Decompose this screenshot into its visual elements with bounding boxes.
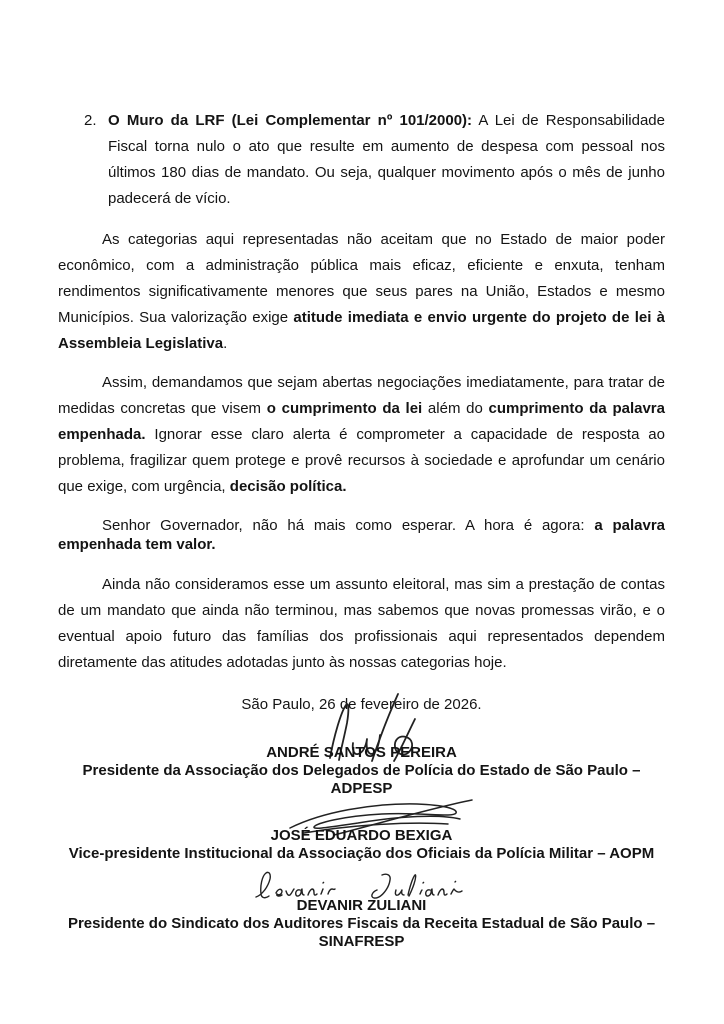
signature-block-aopm (58, 827, 665, 863)
paragraph-demands: Assim, demandamos que sejam abertas negociações imediatamente, para tratar de medidas concretas que visem o cumprimento da lei além do cumprimento da palavra empenhada. Ignorar esse claro alerta é comprometer a capacidade de resposta ao problema, fragilizar quem protege e provê recursos à sociedade e aprofundar um cenário que exige, com urgência, decisão política. (58, 374, 665, 495)
signature-block-sinafresp (58, 897, 665, 951)
list-item-lrf (84, 108, 665, 212)
signatory-title: Vice-presidente Institucional da Associação dos Oficiais da Polícia Militar – AOPM (68, 845, 655, 862)
paragraph-categories: As categorias aqui representadas não aceitam que no Estado de maior poder econômico, com a administração pública mais eficaz, eficiente e enxuta, tenham rendimentos significativamente menores que seus pares na União, Estados e mesmo Municípios. Sua valorização exige atitude imediata e envio urgente do projeto de lei à Assembleia Legislativa. (58, 231, 665, 352)
signatory-name: JOSÉ EDUARDO BEXIGA (270, 827, 453, 844)
paragraph-governor: Senhor Governador, não há mais como esperar. A hora é agora: a palavra empenhada tem valor. (58, 517, 665, 553)
list-item-text: O Muro da LRF (Lei Complementar nº 101/2000): A Lei de Responsabilidade Fiscal torna nulo o ato que resulte em aumento de despesa com pessoal nos últimos 180 dias de mandato. Ou seja, qualquer movimento após o mês de junho padecerá de vício. (108, 112, 665, 207)
signatory-org-acronym: SINAFRESP (318, 933, 405, 950)
date-line: São Paulo, 26 de fevereiro de 2026. (241, 696, 482, 713)
signatory-name: DEVANIR ZULIANI (296, 897, 427, 914)
list-item-number: 2. (84, 112, 97, 129)
signatory-title: Presidente da Associação dos Delegados de Polícia do Estado de São Paulo – (82, 762, 641, 779)
signatory-title: Presidente do Sindicato dos Auditores Fiscais da Receita Estadual de São Paulo – (67, 915, 656, 932)
signatory-name: ANDRÉ SANTOS PEREIRA (266, 744, 457, 761)
signatory-org-acronym: ADPESP (330, 780, 393, 797)
signature-block-adpesp (58, 744, 665, 798)
paragraph-electoral: Ainda não consideramos esse um assunto eleitoral, mas sim a prestação de contas de um mandato que ainda não terminou, mas sabemos que novas promessas virão, e o eventual apoio futuro das famílias dos profissionais aqui representados dependem diretamente das atitudes adotadas junto às nossas categorias hoje. (58, 576, 665, 671)
